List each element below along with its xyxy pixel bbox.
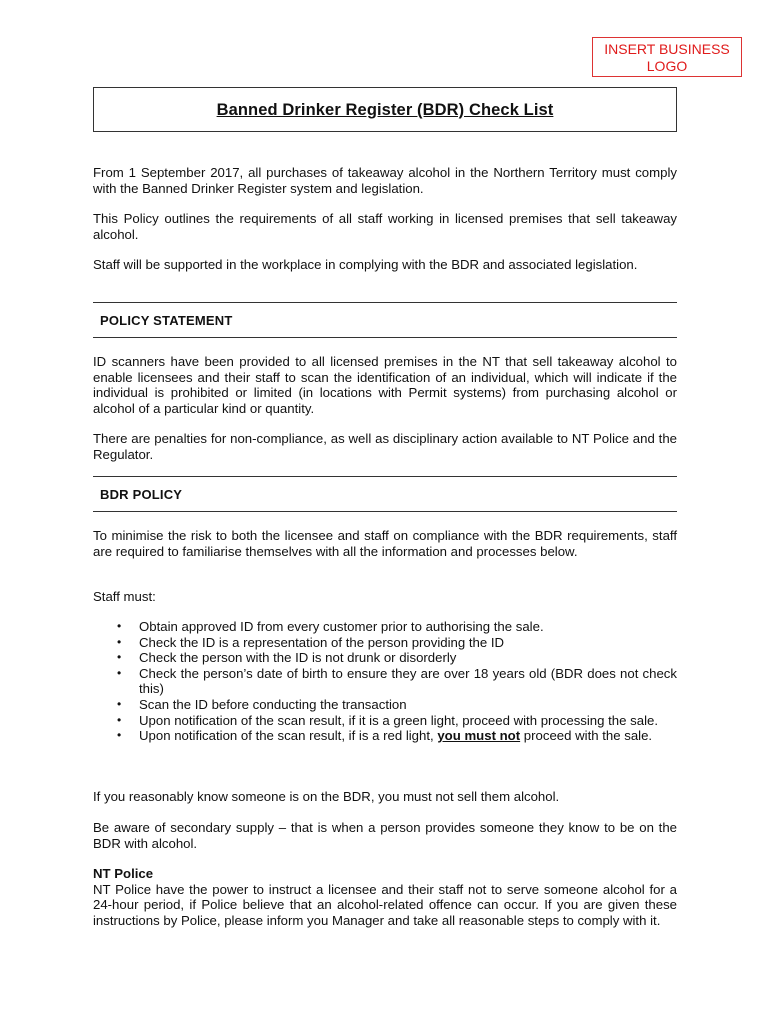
staff-must-label: Staff must: [93, 589, 156, 604]
staff-requirements-list [93, 619, 677, 744]
divider [93, 302, 677, 303]
bdr-knowledge-paragraph: If you reasonably know someone is on the BDR, you must not sell them alcohol. [93, 789, 560, 804]
list-item: • Upon notification of the scan result, if it is a green light, proceed with processing the sale. [117, 712, 658, 728]
divider [93, 511, 677, 512]
divider [93, 337, 677, 338]
nt-police-section [93, 866, 677, 928]
business-logo-placeholder [592, 37, 742, 77]
policy-statement-paragraph-1: ID scanners have been provided to all licensed premises in the NT that sell takeaway alcohol to enable licensees and their staff to scan the identification of an individual, which will indicate if the individual is prohibited or limited (in locations with Permit systems) from purchasing alcohol or alcohol of a particular kind or quantity. [93, 354, 677, 416]
list-item: • Scan the ID before conducting the transaction [117, 696, 407, 712]
nt-police-paragraph: NT Police have the power to instruct a licensee and their staff not to serve someone alcohol for a 24-hour period, if Police believe that an alcohol-related offence can occur. If you are given these instructions by Police, please inform you Manager and take all reasonable steps to comply with it. [93, 881, 677, 928]
bdr-policy-intro: To minimise the risk to both the licensee and staff on compliance with the BDR requirements, staff are required to familiarise themselves with all the information and processes below. [93, 528, 677, 559]
title-box [93, 87, 677, 132]
page-title: Banned Drinker Register (BDR) Check List [216, 101, 554, 119]
list-item: • Check the person with the ID is not drunk or disorderly [117, 650, 457, 666]
list-item: • Check the ID is a representation of the person providing the ID [117, 634, 505, 650]
list-item: • Check the person’s date of birth to ensure they are over 18 years old (BDR does not check this) [117, 665, 677, 697]
list-item: • Upon notification of the scan result, if is a red light, you must not proceed with the sale. [117, 728, 653, 744]
emphasis-you-must-not: you must not [437, 728, 521, 744]
nt-police-heading: NT Police [93, 866, 154, 881]
intro-paragraph-1: From 1 September 2017, all purchases of takeaway alcohol in the Northern Territory must comply with the Banned Drinker Register system and legislation. [93, 165, 677, 196]
divider [93, 476, 677, 477]
list-item: • Obtain approved ID from every customer prior to authorising the sale. [117, 619, 544, 634]
bdr-policy-heading: BDR POLICY [100, 487, 183, 502]
logo-line-1: INSERT BUSINESS [604, 41, 730, 57]
policy-statement-paragraph-2: There are penalties for non-compliance, as well as disciplinary action available to NT Police and the Regulator. [93, 431, 677, 462]
intro-paragraph-2: This Policy outlines the requirements of all staff working in licensed premises that sell takeaway alcohol. [93, 211, 677, 242]
policy-statement-heading: POLICY STATEMENT [100, 313, 233, 328]
logo-line-2: LOGO [646, 58, 688, 74]
intro-paragraph-3: Staff will be supported in the workplace in complying with the BDR and associated legislation. [93, 257, 638, 272]
secondary-supply-paragraph: Be aware of secondary supply – that is when a person provides someone they know to be on the BDR with alcohol. [93, 820, 677, 851]
